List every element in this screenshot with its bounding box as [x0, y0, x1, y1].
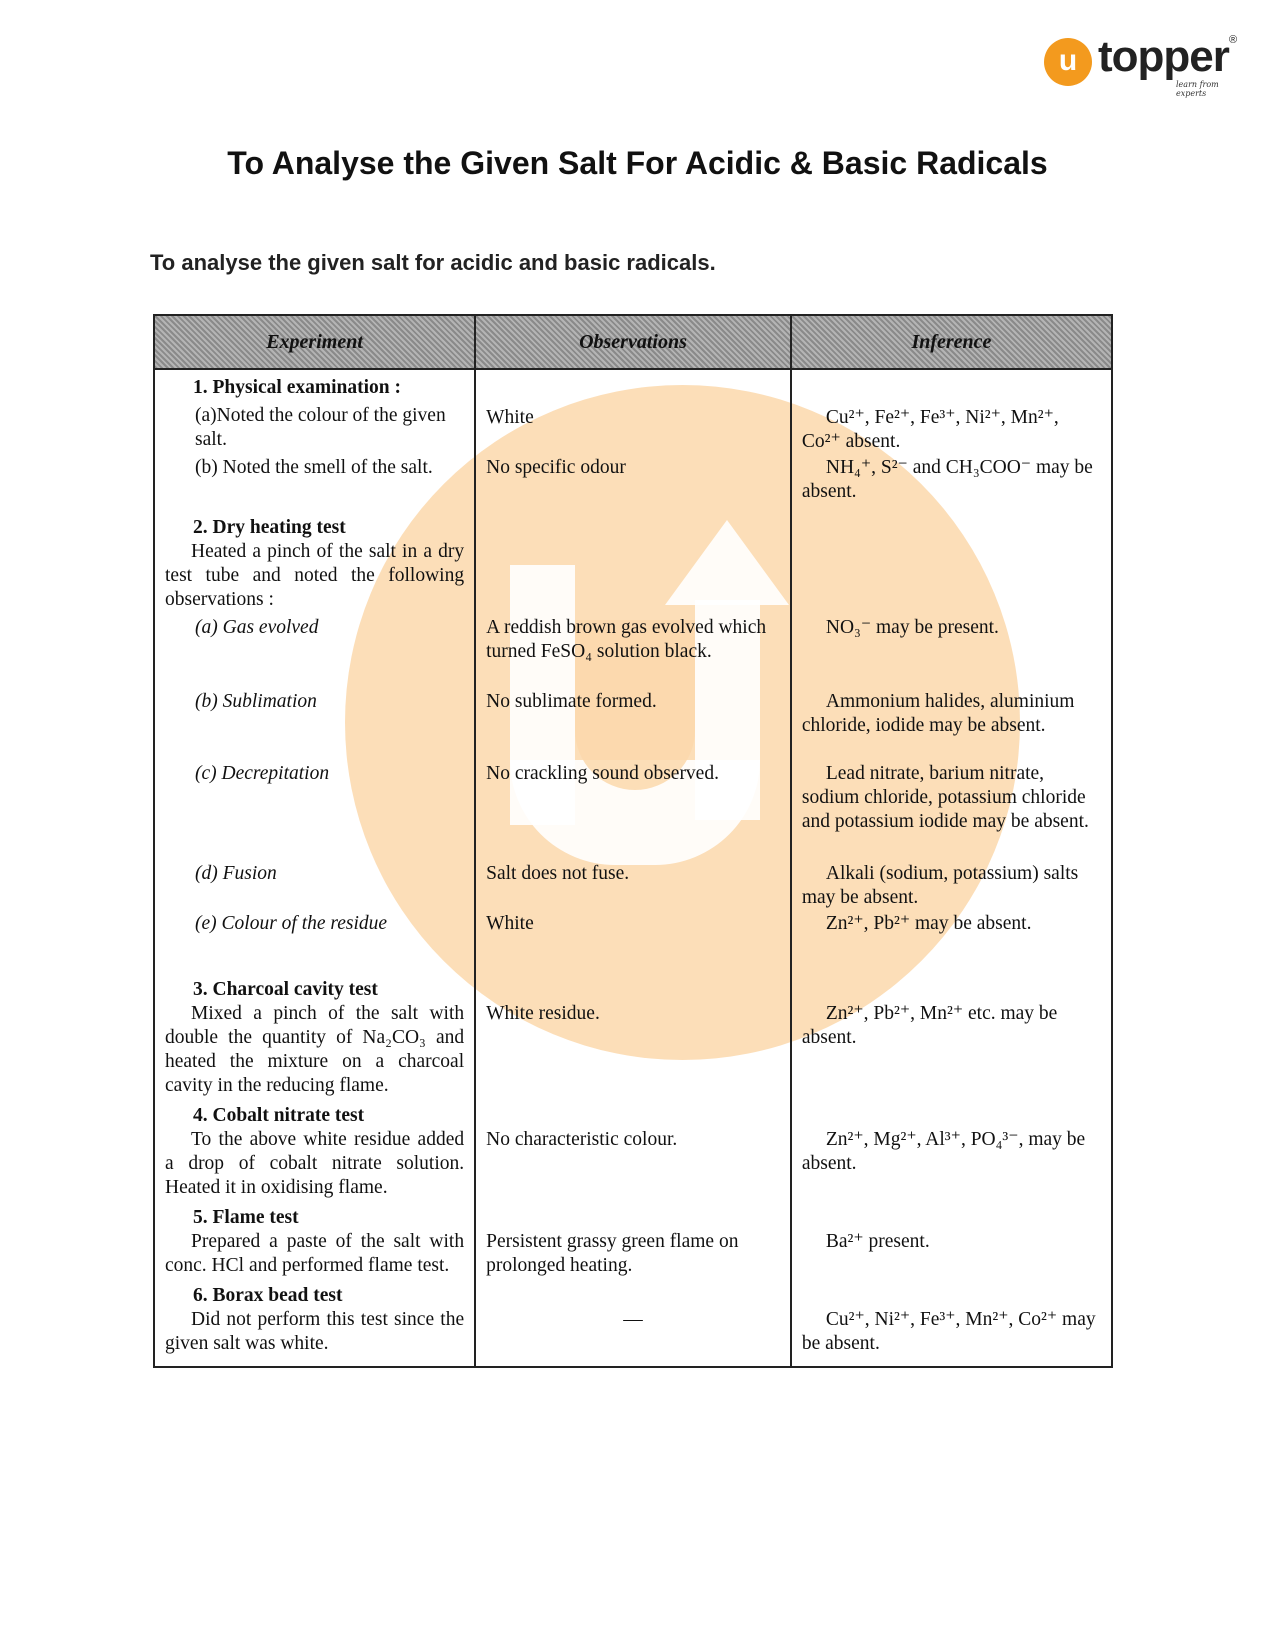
inference-cell: Cu²⁺, Fe²⁺, Fe³⁺, Ni²⁺, Mn²⁺, Co²⁺ absent. — [801, 407, 1059, 452]
inference-cell: Ammonium halides, aluminium chloride, iodide may be absent. — [801, 691, 1075, 736]
table-row — [154, 1098, 1112, 1200]
observation-cell: White — [486, 913, 534, 934]
observation-cell: No crackling sound observed. — [486, 763, 719, 784]
table-row — [154, 972, 1112, 1098]
inference-cell: Lead nitrate, barium nitrate, sodium chloride, potassium chloride and potassium iodide may be absent. — [801, 763, 1089, 832]
inference-cell: Zn²⁺, Pb²⁺ may be absent. — [825, 913, 1032, 934]
observation-cell: Persistent grassy green flame on prolonged heating. — [486, 1231, 739, 1276]
observation-cell: No specific odour — [486, 457, 626, 478]
experiment-step: (b) Noted the smell of the salt. — [195, 457, 433, 478]
inference-cell: Alkali (sodium, potassium) salts may be absent. — [801, 863, 1079, 908]
experiment-table — [153, 314, 1113, 1368]
table-row — [154, 1278, 1112, 1367]
section-heading: 6. Borax bead test — [193, 1285, 343, 1306]
logo-tagline: learn from experts — [1176, 80, 1219, 98]
inference-cell: Cu²⁺, Ni²⁺, Fe³⁺, Mn²⁺, Co²⁺ may be absent. — [801, 1309, 1096, 1354]
observation-cell: No characteristic colour. — [486, 1129, 678, 1150]
table-row — [154, 510, 1112, 616]
table-row — [154, 762, 1112, 862]
experiment-step: (d) Fusion — [195, 863, 277, 884]
table-row — [154, 1200, 1112, 1278]
experiment-step: Heated a pinch of the salt in a dry test tube and noted the following observations : — [165, 541, 465, 610]
section-heading: 5. Flame test — [193, 1207, 299, 1228]
experiment-step: (e) Colour of the residue — [195, 913, 388, 934]
section-heading: 4. Cobalt nitrate test — [193, 1105, 365, 1126]
inference-cell: Zn²⁺, Mg²⁺, Al³⁺, PO₄³⁻, may be absent. — [801, 1129, 1086, 1174]
logo-wordmark: topper — [1098, 32, 1229, 81]
experiment-step: (b) Sublimation — [195, 691, 317, 712]
experiment-step: To the above white residue added a drop of cobalt nitrate solution. Heated it in oxidising flame. — [165, 1129, 465, 1198]
table-row — [154, 912, 1112, 972]
table-row — [154, 690, 1112, 762]
section-heading: 2. Dry heating test — [193, 517, 346, 538]
observation-cell: White — [486, 407, 534, 428]
experiment-step: (c) Decrepitation — [195, 763, 330, 784]
table-row — [154, 616, 1112, 690]
inference-cell: NH₄⁺, S²⁻ and CH₃COO⁻ may be absent. — [801, 457, 1093, 502]
experiment-step: (a)Noted the colour of the given salt. — [195, 405, 446, 450]
inference-cell: Zn²⁺, Pb²⁺, Mn²⁺ etc. may be absent. — [801, 1003, 1058, 1048]
observation-cell: A reddish brown gas evolved which turned FeSO₄ solution black. — [486, 617, 767, 662]
experiment-step: (a) Gas evolved — [195, 617, 319, 638]
section-heading: 3. Charcoal cavity test — [193, 979, 378, 1000]
observation-cell: No sublimate formed. — [486, 691, 657, 712]
section-heading: 1. Physical examination : — [193, 377, 401, 398]
registered-mark: ® — [1229, 34, 1238, 46]
table-row — [154, 369, 1112, 456]
table-header-row — [154, 315, 1112, 369]
topper-logo — [1044, 32, 1244, 98]
observation-cell: — — [623, 1309, 643, 1330]
table-row — [154, 456, 1112, 510]
observation-cell: White residue. — [486, 1003, 600, 1024]
inference-cell: NO₃⁻ may be present. — [825, 617, 999, 638]
inference-cell: Ba²⁺ present. — [825, 1231, 930, 1252]
header-inference: Inference — [791, 315, 1112, 369]
header-observations: Observations — [475, 315, 791, 369]
observation-cell: Salt does not fuse. — [486, 863, 630, 884]
logo-up-icon: u — [1044, 38, 1092, 86]
page-title: To Analyse the Given Salt For Acidic & Basic Radicals — [227, 145, 1048, 181]
experiment-step: Mixed a pinch of the salt with double the quantity of Na₂CO₃ and heated the mixture on a charcoal cavity in the reducing flame. — [165, 1003, 465, 1096]
experiment-step: Did not perform this test since the given salt was white. — [165, 1309, 465, 1354]
header-experiment: Experiment — [154, 315, 475, 369]
intro-text: To analyse the given salt for acidic and basic radicals. — [150, 250, 716, 275]
table-row — [154, 862, 1112, 912]
experiment-step: Prepared a paste of the salt with conc. HCl and performed flame test. — [165, 1231, 465, 1276]
